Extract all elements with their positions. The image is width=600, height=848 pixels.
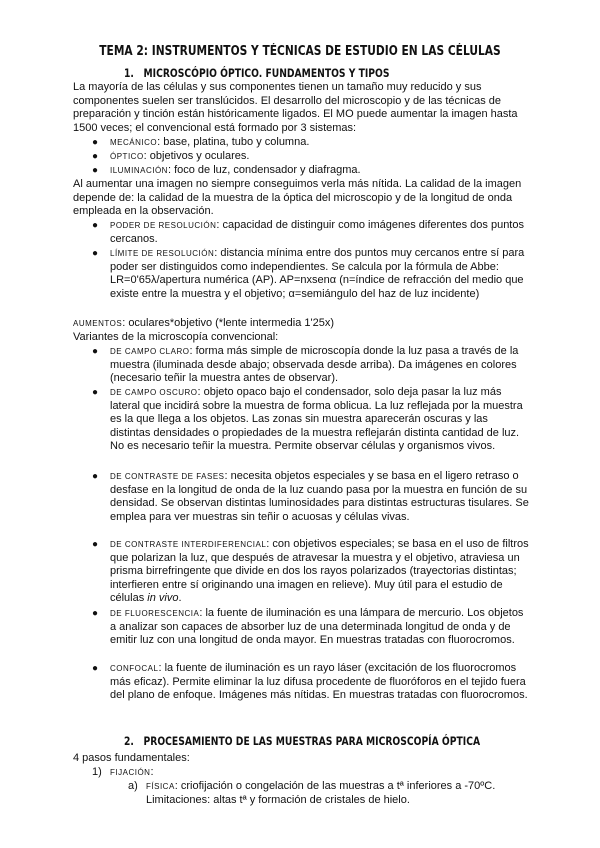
bullet-icon: ● <box>92 346 99 357</box>
list-item: DE CONTRASTE INTERDIFERENCIAL: con objetivos especiales; se basa en el uso de filtros que polarizan la luz, que después de atravesar la muestra y el objetivo, atraviesa un prisma birrefringente que divide en dos los rayos polarizados (trayectorias distintas; interfieren entre sí originando una imagen en relieve). Muy útil para el estudio de células in vivo. <box>110 538 529 605</box>
bullet-icon: ● <box>92 220 99 231</box>
step-number: 1) <box>92 766 102 778</box>
intro-paragraph: La mayoría de las células y sus componentes tienen un tamaño muy reducido y sus componentes suelen ser translúcidos. El desarrollo del microscopio y de las técnicas de preparación y tinción están históricamente ligados. El MO puede aumentar la imagen hasta 1500 veces; el convencional está formado por 3 sistemas: <box>73 81 518 134</box>
list-item: DE CAMPO CLARO: forma más simple de microscopía donde la luz pasa a través de la muestra (iluminada desde abajo; observada desde arriba). Da imágenes en colores (necesario teñir la muestra antes de observar). <box>110 345 519 385</box>
section-1-heading <box>124 66 390 80</box>
section-2-heading <box>124 734 480 748</box>
bullet-icon: ● <box>92 387 99 398</box>
list-item: ÓPTICO: objetivos y oculares. <box>110 150 250 162</box>
quality-paragraph: Al aumentar una imagen no siempre conseguimos verla más nítida. La calidad de la imagen depende de: la calidad de la muestra de la óptica del microscopio y de la longitud de onda empleada en la observación. <box>73 178 522 218</box>
steps-intro: 4 pasos fundamentales: <box>73 752 190 764</box>
section-2-number: 2. <box>124 734 134 748</box>
substep-letter: a) <box>128 780 138 792</box>
substep-fisica: FÍSICA: criofijación o congelación de las muestras a tª inferiores a -70ºC. Limitaciones: altas tª y formación de cristales de hielo. <box>146 780 496 806</box>
section-1-title: MICROSCÓPIO ÓPTICO. FUNDAMENTOS Y TIPOS <box>143 66 390 80</box>
section-1-number: 1. <box>124 66 134 80</box>
list-item: LÍMITE DE RESOLUCIÓN: distancia mínima entre dos puntos muy cercanos entre sí para poder ser distinguidos como independientes. Se calcula por la fórmula de Abbe: LR=0'65λ/apertura numérica (AP). AP=nxsenα (n=índice de refracción del medio que existe entre la muestra y el objetivo; α=semiángulo del haz de luz incidente) <box>110 247 525 300</box>
list-item: DE CAMPO OSCURO: objeto opaco bajo el condensador, solo deja pasar la luz más lateral que incidirá sobre la muestra de forma oblicua. La luz reflejada por la muestra es la que llega a los objetos. Las zonas sin muestra aparecerán oscuras y las distintas densidades o propiedades de la muestra reflejarán distinta cantidad de luz. No es necesario teñir la muestra. Permite observar células y organismos vivos. <box>110 386 523 453</box>
list-item: CONFOCAL: la fuente de iluminación es un rayo láser (excitación de los fluorocromos más eficaz). Permite eliminar la luz difusa procedente de fluoróforos en el tejido fuera del plano de enfoque. Imágenes más nítidas. En muestras tratadas con fluorocromos. <box>110 662 528 702</box>
list-item: DE FLUORESCENCIA: la fuente de iluminación es una lámpara de mercurio. Los objetos a analizar son capaces de absorber luz de una determinada longitud de onda y de emitir luz con una longitud de onda mayor. En muestras tratadas con fluorocromos. <box>110 607 524 647</box>
variants-intro: Variantes de la microscopía convencional: <box>73 331 279 343</box>
bullet-icon: ● <box>92 151 99 162</box>
bullet-icon: ● <box>92 137 99 148</box>
bullet-icon: ● <box>92 608 99 619</box>
aumentos-line: AUMENTOS: oculares*objetivo (*lente intermedia 1'25x) <box>73 317 335 329</box>
list-item: PODER DE RESOLUCIÓN: capacidad de distinguir como imágenes diferentes dos puntos cercanos. <box>110 219 524 245</box>
bullet-icon: ● <box>92 248 99 259</box>
bullet-icon: ● <box>92 165 99 176</box>
list-item: MECÁNICO: base, platina, tubo y columna. <box>110 136 310 148</box>
list-item: DE CONTRASTE DE FASES: necesita objetos especiales y se basa en el ligero retraso o desfase en la longitud de onda de la luz cuando pasa por la muestra en función de su densidad. Se observan distintas luminosidades para distintas estructuras tisulares. Se emplea para ver muestras sin teñir o acuosas y células vivas. <box>110 470 529 523</box>
bullet-icon: ● <box>92 663 99 674</box>
bullet-icon: ● <box>92 539 99 550</box>
page-title: TEMA 2: INSTRUMENTOS Y TÉCNICAS DE ESTUDIO EN LAS CÉLULAS <box>99 44 501 59</box>
list-item: ILUMINACIÓN: foco de luz, condensador y diafragma. <box>110 164 361 176</box>
section-2-title: PROCESAMIENTO DE LAS MUESTRAS PARA MICROSCOPÍA ÓPTICA <box>143 734 481 748</box>
step-fijacion: FIJACIÓN: <box>110 766 154 778</box>
bullet-icon: ● <box>92 471 99 482</box>
